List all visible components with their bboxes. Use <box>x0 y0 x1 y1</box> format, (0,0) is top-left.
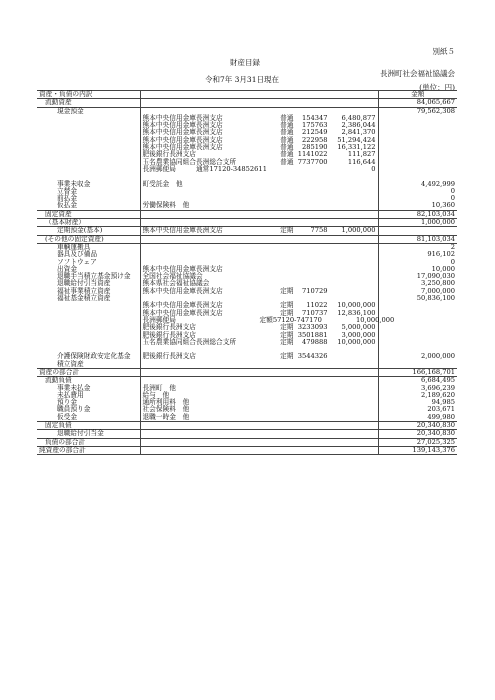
table-header-row <box>37 91 457 99</box>
row-amount <box>378 122 457 129</box>
row-label: ソフトウェア <box>37 259 140 266</box>
row-detail <box>140 430 378 438</box>
row-detail <box>140 166 378 173</box>
table-row <box>37 385 457 392</box>
row-amount: 0 <box>450 194 455 203</box>
account-institution: 肥後銀行長洲支店 <box>142 150 196 159</box>
table-row <box>37 368 457 376</box>
table-row <box>37 406 457 413</box>
row-detail <box>140 235 378 243</box>
row-detail <box>140 353 378 360</box>
account-institution: 長洲郵便局 通常17120-34852611 <box>142 164 267 173</box>
account-balance: 10,000,000 <box>355 315 395 324</box>
row-amount <box>378 324 457 331</box>
account-number: 710737 <box>301 308 328 317</box>
account-type: 定期 <box>280 226 294 235</box>
row-amount: 139,143,376 <box>378 446 457 454</box>
table-row <box>37 361 457 369</box>
table-row <box>37 339 457 346</box>
row-detail <box>140 438 378 446</box>
table-row <box>37 188 457 195</box>
row-label: 純資産の部合計 <box>37 446 140 454</box>
row-amount: 10,360 <box>431 201 455 210</box>
table-row <box>37 438 457 446</box>
row-amount <box>378 159 457 166</box>
account-institution: 熊本中央信用金庫長洲支店 <box>142 301 223 310</box>
table-row <box>37 295 457 302</box>
page-title: 財産目録 <box>230 58 260 67</box>
account-number: 3544326 <box>297 352 328 361</box>
row-label: 仮払金 <box>37 202 140 210</box>
account-balance <box>328 288 378 295</box>
row-label: 固定資産 <box>37 210 140 218</box>
row-amount: 10,000 <box>431 264 455 273</box>
account-balance: 2,386,044 <box>341 121 376 130</box>
account-institution: 熊本中央信用金庫長洲支店 <box>142 308 223 317</box>
row-amount: 82,103,034 <box>378 210 457 218</box>
row-label <box>37 159 140 166</box>
row-amount <box>378 302 457 309</box>
account-institution: 肥後銀行長洲支店 <box>142 330 196 339</box>
row-label: 事業未払金 <box>37 385 140 392</box>
account-number: 11022 <box>306 301 328 310</box>
form-number: 別紙５ <box>432 47 455 56</box>
row-amount: 499,980 <box>427 412 455 421</box>
row-label: 福祉基金積立資産 <box>37 295 140 302</box>
table-row <box>37 414 457 422</box>
table-row <box>37 235 457 243</box>
row-amount: 81,103,034 <box>378 235 457 243</box>
row-label <box>37 122 140 129</box>
table-row <box>37 122 457 129</box>
row-amount <box>378 137 457 144</box>
row-label: 定期預金(基本) <box>37 227 140 235</box>
table-row <box>37 310 457 317</box>
row-label <box>37 151 140 158</box>
account-institution: 熊本中央信用金庫長洲支店 <box>142 128 223 137</box>
row-label: 現金預金 <box>37 107 140 115</box>
account-type: 普通 <box>280 128 294 137</box>
account-number: 222958 <box>301 135 328 144</box>
row-detail <box>140 339 378 346</box>
table-row <box>37 166 457 173</box>
row-amount <box>378 339 457 346</box>
account-balance: 10,000,000 <box>337 301 376 310</box>
row-amount: 2,000,000 <box>420 352 455 361</box>
account-type: 定額57120-747170 <box>259 315 322 324</box>
row-label: 流動負債 <box>37 377 140 385</box>
account-number: 285190 <box>301 143 328 152</box>
row-label: 積立資産 <box>37 361 140 369</box>
row-amount: 7,000,000 <box>420 286 455 295</box>
table-row <box>37 251 457 258</box>
row-label <box>37 317 140 324</box>
account-number: 479888 <box>301 337 328 346</box>
account-institution: 熊本中央信用金庫長洲支店 <box>142 286 223 295</box>
account-type: 定期 <box>280 337 294 346</box>
account-type: 普通 <box>280 143 294 152</box>
account-balance: 16,331,122 <box>337 143 376 152</box>
account-number: 154347 <box>301 113 328 122</box>
as-of-date: 令和7年 3月31日現在 <box>205 75 279 84</box>
account-balance: 1,000,000 <box>341 226 376 235</box>
row-label <box>37 129 140 136</box>
account-number: 7758 <box>310 226 328 235</box>
row-amount: 94,985 <box>431 398 455 407</box>
row-label: 退職手当積立基金預け金 <box>37 273 140 280</box>
account-institution: 熊本中央信用金庫長洲支店 <box>142 143 223 152</box>
row-amount: 6,684,495 <box>378 377 457 385</box>
row-detail <box>140 446 378 454</box>
account-institution: 熊本中央信用金庫長洲支店 <box>142 226 223 235</box>
row-amount: 203,671 <box>427 405 455 414</box>
row-label: （基本財産） <box>37 219 140 227</box>
row-amount: 50,836,100 <box>416 294 455 303</box>
account-institution: 肥後銀行長洲支店 <box>142 352 196 361</box>
account-type: 定期 <box>280 352 294 361</box>
row-label: 車輌運搬具 <box>37 243 140 251</box>
table-row <box>37 107 457 115</box>
account-number: 1141022 <box>297 150 328 159</box>
row-detail <box>140 227 378 235</box>
row-amount: 20,340,830 <box>378 422 457 430</box>
row-label <box>37 166 140 173</box>
account-balance: 111,827 <box>347 150 376 159</box>
row-label: 前払金 <box>37 195 140 202</box>
row-label <box>37 137 140 144</box>
table-row <box>37 332 457 339</box>
table-row <box>37 210 457 218</box>
account-type: 普通 <box>280 121 294 130</box>
organization-name: 長洲町社会福祉協議会 <box>380 69 455 78</box>
row-label <box>37 332 140 339</box>
account-type: 定期 <box>280 330 294 339</box>
table-row <box>37 377 457 385</box>
account-balance: 12,836,100 <box>337 308 376 317</box>
row-label: 職員預り金 <box>37 406 140 413</box>
table-row <box>37 99 457 107</box>
table-row <box>37 181 457 188</box>
table-row <box>37 259 457 266</box>
row-detail: 熊本県社会福祉協議会 <box>140 280 378 287</box>
row-amount: 2,189,620 <box>420 390 455 399</box>
account-balance: 3,000,000 <box>341 330 376 339</box>
table-row <box>37 137 457 144</box>
row-detail: 熊本中央信用金庫長洲支店 <box>140 266 378 273</box>
row-label <box>37 144 140 151</box>
account-number: 212549 <box>301 128 328 137</box>
row-label <box>37 310 140 317</box>
row-detail: 退職一時金 他 <box>140 414 378 422</box>
table-row <box>37 302 457 309</box>
row-amount: 27,025,325 <box>378 438 457 446</box>
row-label <box>37 115 140 122</box>
row-label: 事業未収金 <box>37 181 140 188</box>
row-label <box>37 339 140 346</box>
column-header-item: 資産・負債の内訳 <box>37 91 140 99</box>
row-detail: 町受託金 他 <box>140 181 378 188</box>
account-type <box>267 166 304 173</box>
account-institution: 熊本中央信用金庫長洲支店 <box>142 113 223 122</box>
row-label: 仮受金 <box>37 414 140 422</box>
account-number: 710729 <box>301 286 328 295</box>
row-amount: 79,562,308 <box>378 107 457 115</box>
table-row <box>37 115 457 122</box>
table-row <box>37 392 457 399</box>
table-row <box>37 151 457 158</box>
account-number: 175763 <box>301 121 328 130</box>
row-label: 未払費用 <box>37 392 140 399</box>
row-amount: 0 <box>450 186 455 195</box>
table-row <box>37 243 457 251</box>
row-amount: 0 <box>450 257 455 266</box>
account-institution: 玉名農業協同組合長洲総合支所 <box>142 157 237 166</box>
table-row <box>37 195 457 202</box>
row-amount <box>378 151 457 158</box>
row-label: 福祉事業積立資産 <box>37 288 140 295</box>
row-label: 退職給付引当資産 <box>37 280 140 287</box>
row-amount: 20,340,830 <box>378 430 457 438</box>
row-label: 介護保険財政安定化基金 <box>37 353 140 360</box>
row-detail <box>140 361 378 369</box>
property-inventory-table <box>37 90 457 455</box>
account-balance <box>328 353 378 360</box>
row-amount <box>378 129 457 136</box>
row-amount: 916,102 <box>427 250 455 259</box>
row-detail <box>140 368 378 376</box>
table-row <box>37 317 457 324</box>
row-label: 立替金 <box>37 188 140 195</box>
row-detail <box>140 422 378 430</box>
row-detail <box>140 251 378 258</box>
row-amount: 1,000,000 <box>378 219 457 227</box>
table-row <box>37 353 457 360</box>
row-amount <box>378 332 457 339</box>
row-detail: 全国社会福祉協議会 <box>140 273 378 280</box>
unit-label: (単位：円) <box>419 83 455 92</box>
row-amount <box>378 166 457 173</box>
column-header-amount: 金額 <box>378 91 457 99</box>
row-label: 負債の部合計 <box>37 438 140 446</box>
row-detail <box>140 210 378 218</box>
account-institution: 肥後銀行長洲支店 <box>142 323 196 332</box>
table-row <box>37 227 457 235</box>
account-balance: 6,480,877 <box>341 113 376 122</box>
row-detail: 通所利用料 他 <box>140 399 378 406</box>
row-label: 預り金 <box>37 399 140 406</box>
row-label: 固定負債 <box>37 422 140 430</box>
account-balance: 116,644 <box>347 157 376 166</box>
account-type: 普通 <box>280 135 294 144</box>
table-row <box>37 446 457 454</box>
account-type: 定期 <box>280 323 294 332</box>
table-row <box>37 202 457 210</box>
account-type: 普通 <box>280 113 294 122</box>
row-amount: 84,065,667 <box>378 99 457 107</box>
row-amount: 4,492,999 <box>420 179 455 188</box>
row-detail: 給与 他 <box>140 392 378 399</box>
table-row <box>37 173 457 180</box>
account-number: 3233093 <box>297 323 328 332</box>
row-label: 流動資産 <box>37 99 140 107</box>
account-number: 7737700 <box>297 157 328 166</box>
account-type: 普通 <box>280 157 294 166</box>
account-balance: 0 <box>371 164 376 173</box>
account-balance: 10,000,000 <box>337 337 376 346</box>
row-label: 資産の部合計 <box>37 368 140 376</box>
row-amount: 2 <box>378 243 457 251</box>
account-institution: 熊本中央信用金庫長洲支店 <box>142 135 223 144</box>
row-detail: 長洲町 他 <box>140 385 378 392</box>
row-amount <box>378 144 457 151</box>
account-institution: 玉名農業協同組合長洲総合支所 <box>142 337 237 346</box>
row-label <box>37 302 140 309</box>
account-type: 定期 <box>280 308 294 317</box>
table-row <box>37 399 457 406</box>
row-label <box>37 324 140 331</box>
account-number <box>304 166 335 173</box>
row-label: (その他の固定資産) <box>37 235 140 243</box>
account-number: 3501881 <box>297 330 328 339</box>
row-amount: 166,168,701 <box>378 368 457 376</box>
account-balance: 51,294,424 <box>337 135 376 144</box>
table-row <box>37 129 457 136</box>
account-institution: 長洲郵便局 <box>142 315 176 324</box>
row-amount <box>378 115 457 122</box>
row-detail <box>140 243 378 251</box>
row-detail <box>140 188 378 195</box>
account-balance: 2,841,370 <box>341 128 376 137</box>
row-label: 器具及び備品 <box>37 251 140 258</box>
table-row <box>37 430 457 438</box>
row-label: 退職給付引当金 <box>37 430 140 438</box>
row-amount: 3,250,800 <box>420 279 455 288</box>
table-row <box>37 324 457 331</box>
table-row <box>37 144 457 151</box>
row-detail: 社会保険料 他 <box>140 406 378 413</box>
row-amount: 3,696,239 <box>420 383 455 392</box>
account-type: 普通 <box>280 150 294 159</box>
account-type: 定期 <box>280 301 294 310</box>
row-detail <box>140 99 378 107</box>
row-label: 出資金 <box>37 266 140 273</box>
account-institution: 熊本中央信用金庫長洲支店 <box>142 121 223 130</box>
row-detail: 労働保険料 他 <box>140 202 378 210</box>
account-type: 定期 <box>280 286 294 295</box>
row-amount <box>378 227 457 235</box>
row-amount: 17,090,030 <box>416 272 455 281</box>
account-balance: 5,000,000 <box>341 323 376 332</box>
row-detail <box>140 288 378 295</box>
